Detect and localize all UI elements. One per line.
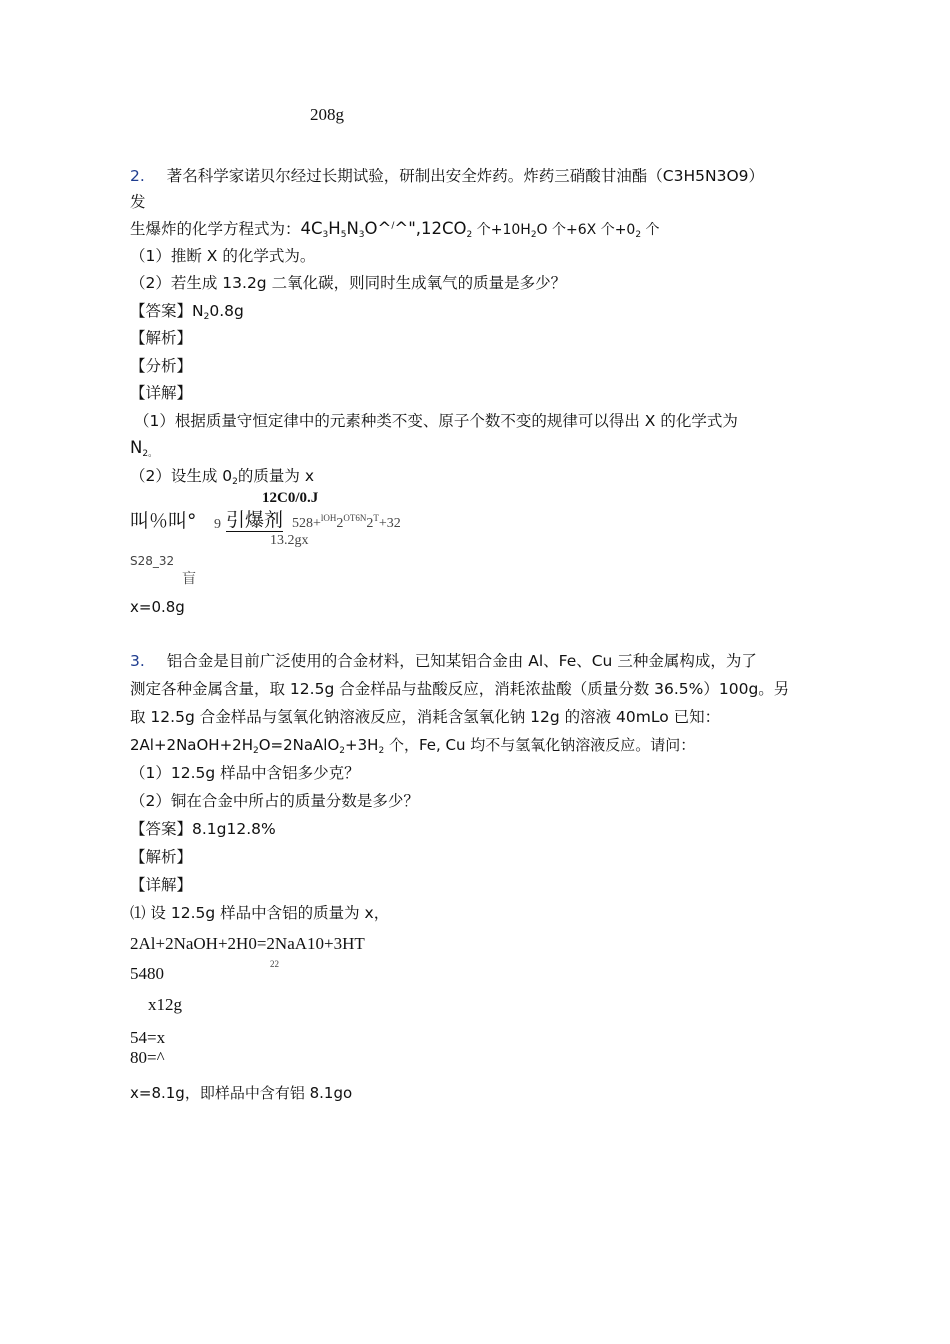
q3-sub-question-1: （1）12.5g 样品中含铝多少克？ — [130, 764, 360, 782]
q3-answer: 【答案】8.1g12.8% — [130, 820, 276, 838]
q2-line-1 — [130, 166, 764, 186]
q3-detail-1: ⑴ 设 12.5g 样品中含铝的质量为 x， — [130, 904, 390, 922]
q2-detail-heading: 【详解】 — [130, 384, 193, 402]
q2-answer: 【答案】$N_20.8g$ — [130, 302, 244, 322]
q2-calc-below: 13.2gx — [270, 533, 309, 548]
q2-detail-1: （1）根据质量守恒定律中的元素种类不变、原子个数不变的规律可以得出 X 的化学式为 — [134, 412, 738, 430]
q2-calc-left: 叫％叫° — [130, 510, 197, 532]
q2-sub-question-2: （2）若生成 13.2g 二氧化碳，则同时生成氧气的质量是多少？ — [130, 274, 567, 292]
q2-text-3: 生爆炸的化学方程式为： — [130, 220, 301, 238]
q3-analysis-heading: 【解析】 — [130, 848, 193, 866]
q2-calc-right: $528+^{lOH}2^{OT6N}2^T+32$ — [292, 513, 401, 531]
q3-calc-2: 5480 — [130, 964, 164, 983]
q2-calc-s28: S28_32 — [130, 554, 175, 568]
q3-text-3: 取 12.5g 合金样品与氢氧化钠溶液反应，消耗含氢氧化钠 12g 的溶液 40mLo 已知： — [130, 708, 721, 726]
q2-calc-catalyst: 引爆剂 — [226, 509, 284, 531]
q3-sub-question-2: （2）铜在合金中所占的质量分数是多少？ — [130, 792, 419, 810]
q2-calc-top: 12C0/0.J — [262, 490, 319, 506]
q2-result: x=0.8g — [130, 598, 185, 616]
q2-calc-mang: 盲 — [182, 571, 196, 587]
q2-sub-question-1: （1）推断 X 的化学式为。 — [130, 247, 316, 265]
q2-detail-2: （2）设生成 $0_2$的质量为 x — [130, 467, 314, 487]
q2-number: 2. — [130, 167, 145, 185]
q2-analysis-heading: 【解析】 — [130, 329, 193, 347]
q3-calc-5: 80=^ — [130, 1048, 165, 1067]
q3-calc-1-small: 22 — [270, 959, 279, 969]
q3-line-1 — [130, 651, 757, 671]
q2-equation: $4C_3H_5N_3O\^{}^/\^{}",12CO_2$ 个$+10H_2O$ 个+6X 个$+0_2$ 个 — [300, 219, 660, 240]
q2-text-2: 发 — [130, 193, 146, 211]
q3-equation-line: $2Al+2NaOH+2H_2O=2NaAlO_2+3H_2$ 个，Fe, Cu 均不与氢氧化钠溶液反应。请问： — [130, 736, 696, 756]
q3-calc-4: 54=x — [130, 1028, 166, 1047]
top-value: 208g — [310, 105, 344, 124]
q3-calc-3: x12g — [148, 995, 182, 1014]
q2-fenxi-heading: 【分析】 — [130, 357, 193, 375]
q2-calc-nine: 9 — [214, 517, 221, 532]
q2-equation-line — [130, 219, 660, 240]
q3-calc-1: 2Al+2NaOH+2H0=2NaA10+3HT — [130, 934, 365, 953]
q3-result: x=8.1g，即样品中含有铝 8.1go — [130, 1084, 353, 1102]
q3-number: 3. — [130, 652, 145, 670]
q2-text-1: 著名科学家诺贝尔经过长期试验，研制出安全炸药。炸药三硝酸甘油酯（C3H5N3O9） — [166, 167, 765, 185]
q3-text-1: 铝合金是目前广泛使用的合金材料，已知某铝合金由 Al、Fe、Cu 三种金属构成，为了 — [166, 652, 757, 670]
q2-detail-1b: $N_{2。}$ — [130, 438, 158, 459]
q3-detail-heading: 【详解】 — [130, 876, 193, 894]
q3-text-2: 测定各种金属含量，取 12.5g 合金样品与盐酸反应，消耗浓盐酸（质量分数 36.5%）100g。另 — [130, 680, 790, 698]
